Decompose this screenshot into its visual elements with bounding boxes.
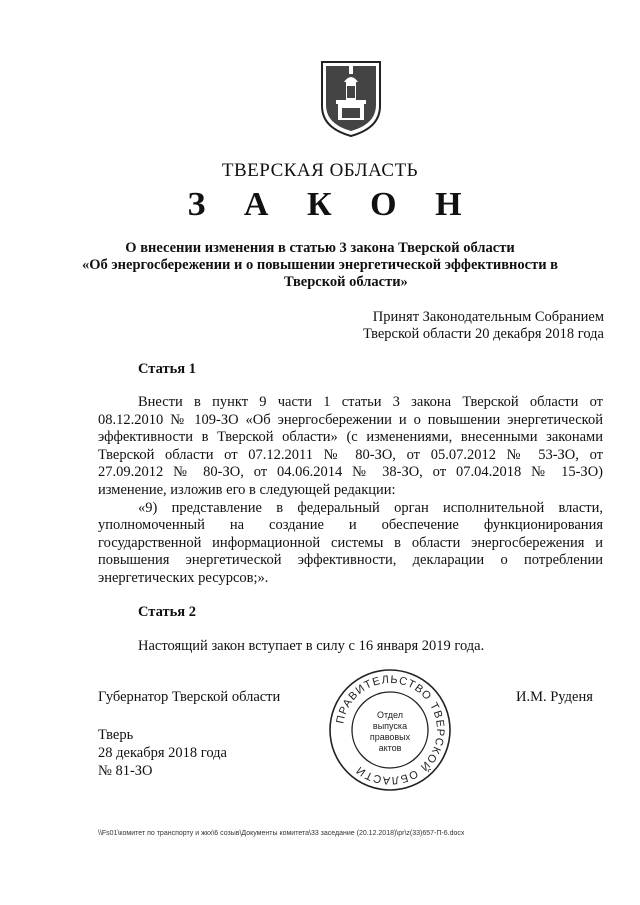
adoption-line: Принят Законодательным Собранием <box>372 309 604 325</box>
signatory-name: И.М. Руденя <box>516 689 593 705</box>
signing-city: Тверь <box>98 727 134 743</box>
article-1-heading: Статья 1 <box>138 361 196 377</box>
paragraph-line: 27.09.2012 № 80-ЗО, от 04.06.2014 № 38-ЗО, от 07.04.2018 № 15-ЗО) <box>98 464 603 481</box>
adoption-note <box>363 309 604 343</box>
article-2-text: Настоящий закон вступает в силу с 16 января 2019 года. <box>138 638 485 654</box>
paragraph-line: Тверской области от 07.12.2011 № 80-ЗО, от 05.07.2012 № 53-ЗО, от <box>98 446 603 463</box>
article-2-heading: Статья 2 <box>138 604 196 620</box>
paragraph-line: повышения энергетической эффективности, декларации о потреблении <box>98 552 603 569</box>
article-1-paragraph-1 <box>98 394 603 588</box>
law-title-line: Тверской области» <box>284 274 408 290</box>
paragraph-line: уполномоченный на создание и обеспечение функционирования <box>98 517 603 534</box>
paragraph-line: 08.12.2010 № 109-ЗО «Об энергосбережении и о повышении энергетической <box>98 411 603 428</box>
law-title-line: О внесении изменения в статью 3 закона Тверской области <box>125 240 515 256</box>
document-type: З А К О Н <box>187 186 477 223</box>
stamp-center-line: правовых <box>369 732 411 742</box>
stamp-center-line: Отдел <box>376 710 404 720</box>
official-stamp <box>326 666 454 794</box>
law-title-line: «Об энергосбережении и о повышении энергетической эффективности в <box>81 257 559 273</box>
region-name: ТВЕРСКАЯ ОБЛАСТЬ <box>221 160 419 181</box>
law-title <box>0 240 640 291</box>
paragraph-line: изменение, изложив его в следующей редакции: <box>98 481 396 498</box>
paragraph-line: «9) представление в федеральный орган исполнительной власти, <box>138 499 603 516</box>
signing-details <box>98 726 227 780</box>
stamp-center-line: актов <box>378 743 402 753</box>
adoption-line: Тверской области 20 декабря 2018 года <box>362 326 604 342</box>
signing-date: 28 декабря 2018 года <box>98 745 227 761</box>
paragraph-line: эффективности в Тверской области» (с изменениями, внесенными законами <box>98 429 603 446</box>
signatory-position: Губернатор Тверской области <box>98 689 281 705</box>
stamp-center-line: выпуска <box>372 721 408 731</box>
paragraph-line: Внести в пункт 9 части 1 статьи 3 закона Тверской области от <box>138 394 603 410</box>
tver-coat-of-arms-icon <box>318 58 384 138</box>
stamp-ring-text: ПРАВИТЕЛЬСТВО ТВЕРСКОЙ ОБЛАСТИ <box>334 673 447 787</box>
paragraph-line: энергетических ресурсов;». <box>98 569 269 586</box>
paragraph-line: государственной информационной системы в области энергосбережения и <box>98 534 603 551</box>
file-path: \\Fs01\комитет по транспорту и жкх\6 созыв\Документы комитета\33 заседание (20.12.2018)\pr\z(33)657-П-6.docx <box>98 830 465 837</box>
law-number: № 81-ЗО <box>98 763 153 779</box>
